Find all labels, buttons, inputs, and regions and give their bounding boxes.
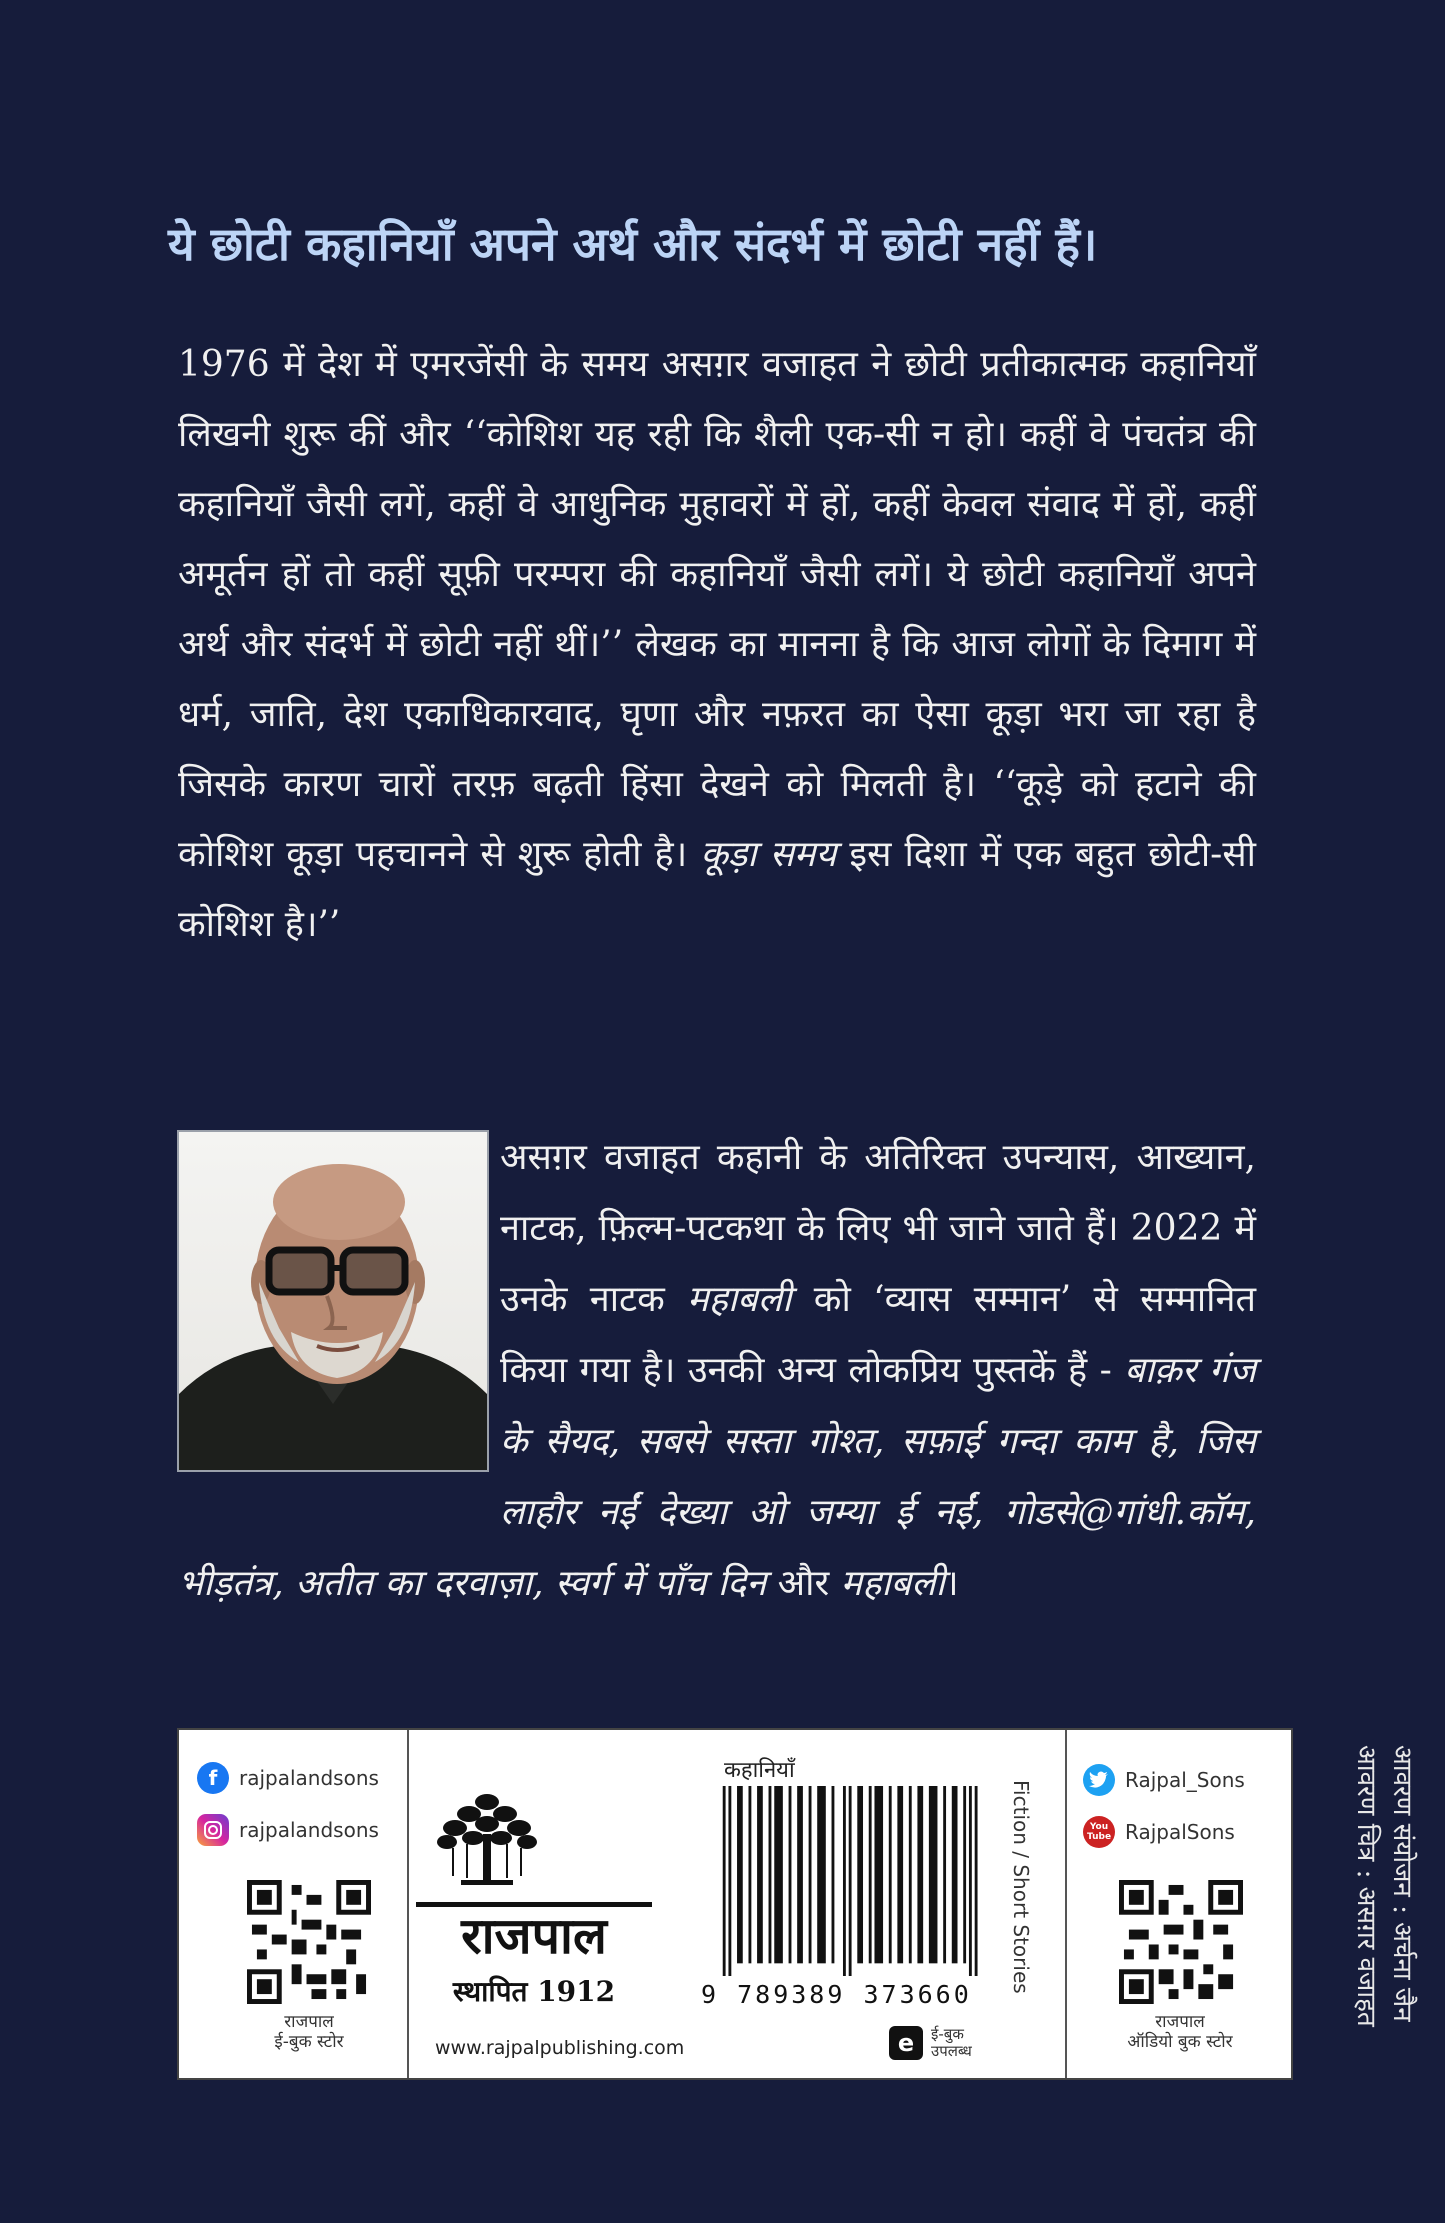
twitter-link[interactable] — [1083, 1764, 1245, 1796]
bio-italic-3: महाबली — [840, 1563, 945, 1604]
youtube-badge-tube: Tube — [1086, 1832, 1112, 1842]
audio-qr-caption-line2: ऑडियो बुक स्टोर — [1127, 2032, 1233, 2052]
author-bio — [178, 1122, 1256, 1619]
photo-spacer — [178, 1122, 500, 1478]
book-blurb — [178, 330, 1256, 960]
isbn-number: 9 789389 373660 — [701, 1980, 972, 2009]
publisher-name: राजपाल — [416, 1902, 652, 1965]
ebook-available-badge — [889, 2026, 972, 2060]
cover-art-credit: आवरण चित्र : असग़र वजाहत — [1351, 1745, 1381, 2027]
ebook-qr-caption-line1: राजपाल — [284, 2012, 334, 2032]
audiobook-store-qr-code[interactable] — [1119, 1880, 1243, 2004]
cover-design-credit: आवरण संयोजन : अर्चना जैन — [1387, 1745, 1417, 2022]
ebook-store-qr-code[interactable] — [247, 1880, 371, 2004]
audio-qr-caption-line1: राजपाल — [1155, 2012, 1205, 2032]
footer-divider-2 — [1065, 1730, 1067, 2078]
book-title-italic: कूड़ा समय — [700, 834, 837, 875]
cover-credits — [1340, 1745, 1440, 2085]
youtube-handle: RajpalSons — [1125, 1820, 1235, 1844]
footer-divider-1 — [407, 1730, 409, 2078]
ebook-icon: e — [889, 2026, 923, 2060]
instagram-handle: rajpalandsons — [239, 1818, 379, 1842]
instagram-icon — [197, 1814, 229, 1846]
genre-label-hindi: कहानियाँ — [724, 1758, 795, 1783]
bio-text-4: । — [944, 1563, 959, 1604]
facebook-link[interactable] — [197, 1762, 379, 1794]
ebook-available-text — [931, 2026, 972, 2060]
established-year: स्थापित 1912 — [452, 1975, 616, 2008]
headline: ये छोटी कहानियाँ अपने अर्थ और संदर्भ में छोटी नहीं हैं। — [168, 217, 1098, 271]
bio-italic-1: महाबली — [687, 1279, 792, 1320]
publisher-footer — [177, 1728, 1293, 2080]
genre-label-english: Fiction / Short Stories — [1009, 1780, 1033, 1994]
bio-text-3: और — [777, 1563, 830, 1604]
ebook-qr-caption — [219, 2012, 399, 2052]
bio-italic-books: बाक़र गंज के सैयद, सबसे सस्ता गोश्त, सफ़ाई गन्दा काम है, जिस लाहौर नईं देख्या ओ जम्या ई नईं, गोडसे@गांधी.कॉम, भीड़तंत्र, अतीत का दरवाज़ा, स्वर्ग में पाँच दिन — [178, 1350, 1256, 1604]
facebook-icon: f — [197, 1762, 229, 1794]
youtube-icon — [1083, 1816, 1115, 1848]
banyan-tree-logo-icon — [437, 1784, 537, 1888]
twitter-icon — [1083, 1764, 1115, 1796]
blurb-text-2: इस दिशा में एक बहुत छोटी-सी कोशिश है।’’ — [178, 834, 1256, 945]
bio-text-1: असग़र वजाहत कहानी के अतिरिक्त उपन्यास, आख्यान, नाटक, फ़िल्म-पटकथा के लिए भी जाने जाते हैं। 2022 में उनके नाटक — [500, 1137, 1256, 1320]
instagram-link[interactable] — [197, 1814, 379, 1846]
ebook-qr-caption-line2: ई-बुक स्टोर — [274, 2032, 344, 2052]
facebook-handle: rajpalandsons — [239, 1766, 379, 1790]
ebook-badge-line2: उपलब्ध — [931, 2042, 972, 2060]
audiobook-qr-caption — [1085, 2012, 1275, 2052]
twitter-handle: Rajpal_Sons — [1125, 1768, 1245, 1792]
youtube-link[interactable] — [1083, 1816, 1235, 1848]
ebook-badge-line1: ई-बुक — [931, 2025, 964, 2043]
publisher-website-link[interactable]: www.rajpalpublishing.com — [435, 2037, 685, 2059]
blurb-text-1: 1976 में देश में एमरजेंसी के समय असग़र वजाहत ने छोटी प्रतीकात्मक कहानियाँ लिखनी शुरू कीं और ‘‘कोशिश यह रही कि शैली एक-सी न हो। कहीं वे पंचतंत्र की कहानियाँ जैसी लगें, कहीं वे आधुनिक मुहावरों में हों, कहीं केवल संवाद में हों, कहीं अमूर्तन हों तो कहीं सूफ़ी परम्परा की कहानियाँ जैसी लगें। ये छोटी कहानियाँ अपने अर्थ और संदर्भ में छोटी नहीं थीं।’’ लेखक का मानना है कि आज लोगों के दिमाग में धर्म, जाति, देश एकाधिकारवाद, घृणा और नफ़रत का ऐसा कूड़ा भरा जा रहा है जिसके कारण चारों तरफ़ बढ़ती हिंसा देखने को मिलती है। ‘‘कूड़े को हटाने की कोशिश कूड़ा पहचानने से शुरू होती है। — [178, 344, 1256, 875]
bio-text-2: को ‘व्यास सम्मान’ से सम्मानित किया गया है। उनकी अन्य लोकप्रिय पुस्तकें हैं - — [500, 1279, 1256, 1391]
youtube-badge-you: You — [1089, 1822, 1109, 1832]
isbn-barcode — [717, 1786, 989, 1976]
